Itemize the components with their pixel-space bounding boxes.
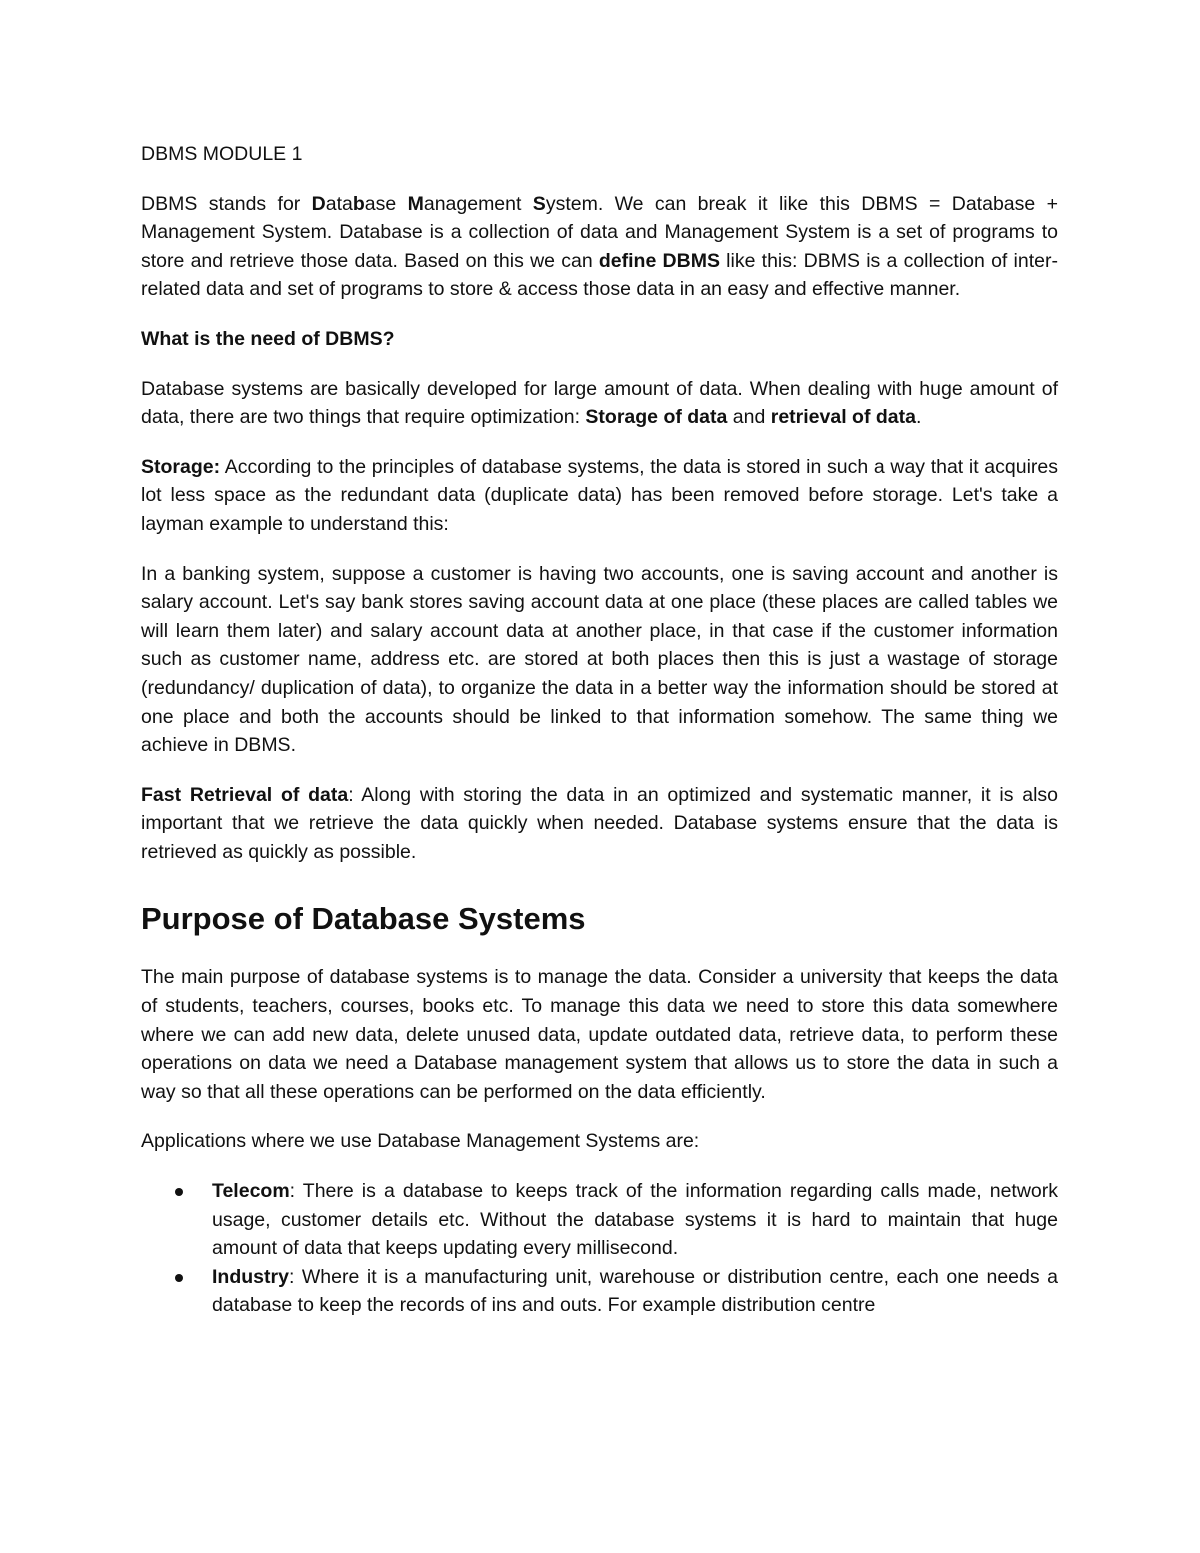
text-run: ase	[364, 192, 408, 215]
text-run: : There is a database to keeps track of the information regarding calls made, network usage, customer details etc. Without the database systems it is hard to maintain that huge amount of data that keeps updating every millisecond.	[212, 1180, 1058, 1260]
bold-text: M	[407, 192, 424, 215]
bold-text: Industry	[212, 1265, 289, 1288]
text-run: In a banking system, suppose a customer is having two accounts, one is saving account and another is salary account. Let's say bank stores saving account data at one place (these places are called tables we will learn them later) and salary account data at another place, in that case if the customer information such as customer name, address etc. are stored at both places then this is just a wastage of storage (redundancy/ duplication of data), to organize the data in a better way the information should be stored at one place and both the accounts should be linked to that information somehow. The same thing we achieve in DBMS.	[141, 562, 1058, 757]
bold-text: S	[532, 192, 546, 215]
document-title: DBMS MODULE 1	[141, 143, 303, 165]
bold-text: Fast Retrieval of data	[141, 783, 349, 806]
text-run: : Where it is a manufacturing unit, warehouse or distribution centre, each one needs a database to keep the records of ins and outs. For example distribution centre	[212, 1265, 1058, 1317]
list-item	[212, 1177, 1058, 1263]
bullet-icon	[175, 1188, 183, 1196]
paragraph	[141, 560, 1058, 760]
bold-text: What is the need of DBMS?	[141, 327, 395, 350]
text-run: Applications where we use Database Management Systems are:	[141, 1130, 700, 1153]
text-run: DBMS stands for	[141, 192, 312, 215]
text-run: anagement	[423, 192, 533, 215]
bold-text: b	[352, 192, 365, 215]
bold-text: define DBMS	[598, 249, 720, 272]
paragraph	[141, 1127, 1058, 1156]
bold-text: D	[311, 192, 326, 215]
paragraph	[141, 453, 1058, 539]
applications-list	[141, 1177, 1058, 1320]
bullet-icon	[175, 1274, 183, 1282]
section-heading: Purpose of Database Systems	[141, 901, 586, 937]
text-run: ata	[325, 192, 353, 215]
text-run: like this: DBMS is a collection of inter-related data and set of programs to store & access those data in an easy and effective manner.	[141, 249, 1058, 301]
section-purpose	[141, 963, 1058, 1156]
section-intro	[141, 190, 1058, 867]
paragraph	[141, 190, 1058, 304]
list-item	[212, 1263, 1058, 1320]
paragraph	[141, 325, 1058, 354]
document-page	[141, 140, 1058, 1320]
bold-text: Storage of data	[585, 406, 728, 429]
text-run: According to the principles of database systems, the data is stored in such a way that it acquires lot less space as the redundant data (duplicate data) has been removed before storage. Let's take a layman example to understand this:	[141, 455, 1058, 535]
text-run: ystem. We can break it like this DBMS = Database + Management System. Database is a collection of data and Management System is a set of programs to store and retrieve those data. Based on this we can	[141, 192, 1058, 272]
text-run: The main purpose of database systems is to manage the data. Consider a university that keeps the data of students, teachers, courses, books etc. To manage this data we need to store this data somewhere where we can add new data, delete unused data, update outdated data, retrieve data, to perform these operations on data we need a Database management system that allows us to store the data in such a way so that all these operations can be performed on the data efficiently.	[141, 966, 1058, 1103]
bold-text: Telecom	[212, 1180, 290, 1203]
paragraph	[141, 963, 1058, 1106]
text-run: : Along with storing the data in an optimized and systematic manner, it is also important that we retrieve the data quickly when needed. Database systems ensure that the data is retrieved as quickly as possible.	[141, 783, 1058, 863]
text-run: Database systems are basically developed for large amount of data. When dealing with huge amount of data, there are two things that require optimization:	[141, 377, 1058, 429]
paragraph	[141, 375, 1058, 432]
text-run: and	[727, 406, 771, 429]
bold-text: retrieval of data	[770, 406, 916, 429]
paragraph	[141, 781, 1058, 867]
text-run: .	[915, 406, 922, 429]
bold-text: Storage:	[141, 455, 221, 478]
